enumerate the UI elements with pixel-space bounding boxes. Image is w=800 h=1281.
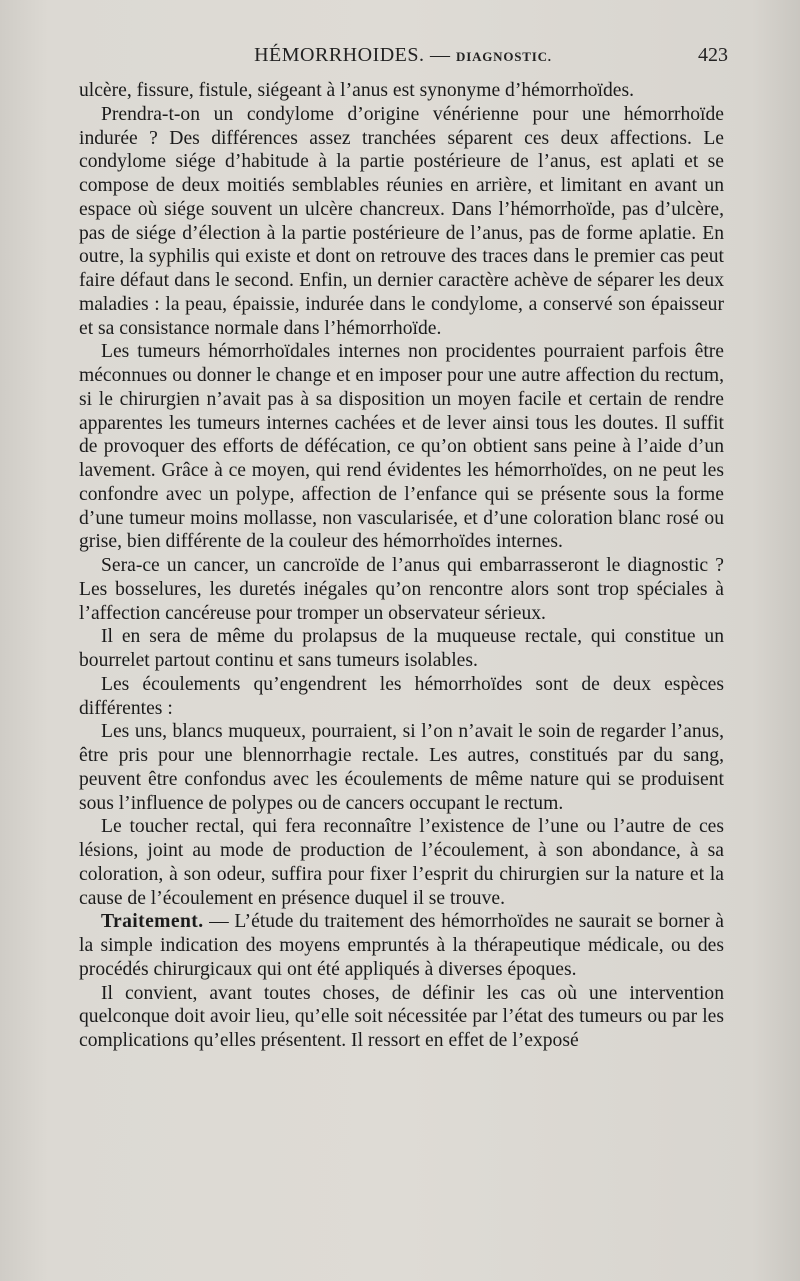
header-title-sub: DIAGNOSTIC. <box>456 49 552 64</box>
paragraph-3: Les tumeurs hémorrhoïdales internes non procidentes pourraient parfois être méconnues ou donner le change et en imposer pour une autre affection du rectum, si le chirurgien n’avait pas à sa disposition un moyen facile et certain de rendre apparentes les tumeurs internes cachées et de lever ainsi tous les doutes. Il suffit de provoquer des efforts de défécation, ce qu’on obtient sans peine à l’aide d’un lavement. Grâce à ce moyen, qui rend évidentes les hémorrhoïdes, on ne peut les confondre avec un polype, affection de l’enfance qui se présente sous la forme d’une tumeur moins mollasse, non vascularisée, et d’une coloration blanc rosé ou grise, bien différente de la couleur des hémorrhoïdes internes. <box>79 341 724 553</box>
header-title-main: HÉMORRHOIDES. <box>254 44 425 66</box>
running-header <box>78 44 728 74</box>
paragraph-8: Le toucher rectal, qui fera reconnaître l’existence de l’une ou l’autre de ces lésions, joint au mode de production de l’écoulement, à son abondance, à sa coloration, à son odeur, suffira pour fixer l’esprit du chirurgien sur la nature et la cause de l’écoulement en présence duquel il se trouve. <box>79 816 724 909</box>
paragraph-6: Les écoulements qu’engendrent les hémorrhoïdes sont de deux espèces différentes : <box>79 673 724 719</box>
paragraph-9-text: — L’étude du traitement des hémorrhoïdes ne saurait se borner à la simple indication des moyens empruntés à la thérapeutique médicale, ou des procédés chirurgicaux qui ont été appliqués à diverses époques. <box>79 911 724 980</box>
header-dash: — <box>430 44 451 66</box>
paragraph-9 <box>79 910 724 981</box>
section-heading-traitement: Traitement. <box>101 911 204 933</box>
page-number: 423 <box>698 44 728 66</box>
header-title <box>78 44 728 67</box>
paragraph-1: ulcère, fissure, fistule, siégeant à l’anus est synonyme d’hémorrhoïdes. <box>79 80 634 101</box>
paragraph-5: Il en sera de même du prolapsus de la muqueuse rectale, qui constitue un bourrelet partout continu et sans tumeurs isolables. <box>79 626 724 671</box>
paragraph-7: Les uns, blancs muqueux, pourraient, si l’on n’avait le soin de regarder l’anus, être pris pour une blennorrhagie rectale. Les autres, constitués par du sang, peuvent être confondus avec les écoulements de même nature qui se produisent sous l’influence de polypes ou de cancers occupant le rectum. <box>79 721 724 814</box>
body-text <box>79 79 724 1053</box>
paragraph-2: Prendra-t-on un condylome d’origine vénérienne pour une hémorrhoïde indurée ? Des différences assez tranchées séparent ces deux affections. Le condylome siége d’habitude à la partie postérieure de l’anus, est aplati et se compose de deux moitiés semblables réunies en arrière, et limitant en avant un espace où siége souvent un ulcère chancreux. Dans l’hémorrhoïde, pas d’ulcère, pas de siége d’élection à la partie postérieure de l’anus, pas de forme aplatie. En outre, la syphilis qui existe et dont on retrouve des traces dans le premier cas peut faire défaut dans le second. Enfin, un dernier caractère achève de séparer les deux maladies : la peau, épaissie, indurée dans le condylome, a conservé son épaisseur et sa consistance normale dans l’hémorrhoïde. <box>79 103 724 339</box>
paragraph-10: Il convient, avant toutes choses, de définir les cas où une intervention quelconque doit avoir lieu, qu’elle soit nécessitée par l’état des tumeurs ou par les complications qu’elles présentent. Il ressort en effet de l’exposé <box>79 982 724 1051</box>
paragraph-4: Sera-ce un cancer, un cancroïde de l’anus qui embarrasseront le diagnostic ? Les bosselures, les duretés inégales qu’on rencontre alors sont trop spéciales à l’affection cancéreuse pour tromper un observateur sérieux. <box>79 555 724 624</box>
